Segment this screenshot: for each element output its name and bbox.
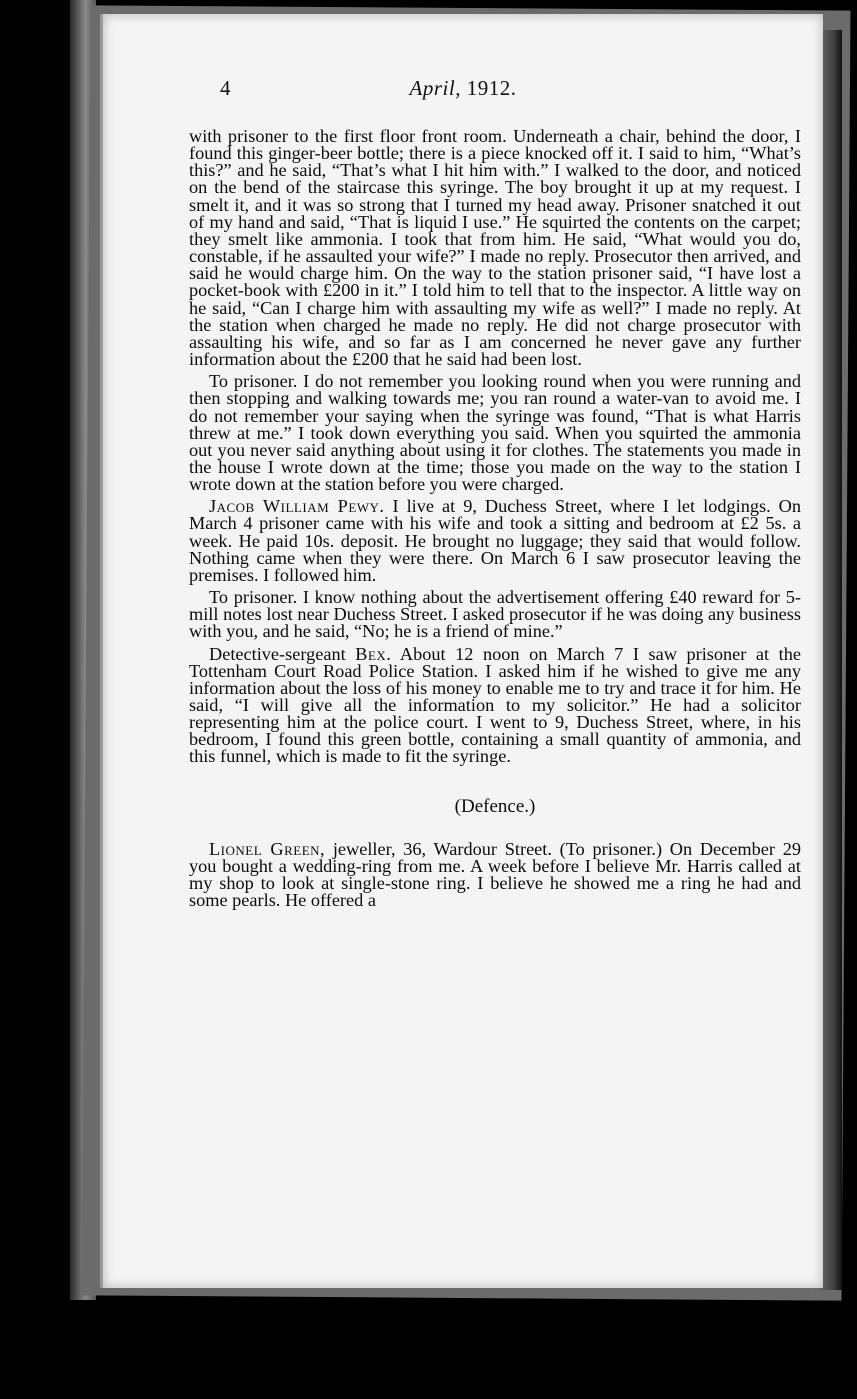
- witness-title-bex: Detective-sergeant: [209, 643, 346, 664]
- witness-name-pewy: Jacob William Pewy.: [209, 496, 385, 517]
- green-testimony: jeweller, 36, Wardour Street. (To prisoner.) On December 29 you bought a wedding-ring from me. A week before I believe Mr. Harris called at my shop to look at single-stone ring. I believe he showed me a ring he had and some pearls. He offered a: [189, 838, 801, 911]
- pewy-testimony: I live at 9, Duchess Street, where I let lodgings. On March 4 prisoner came with his wife and took a sitting and bedroom at £2 5s. a week. He paid 10s. deposit. He brought no luggage; they said that would follow. Nothing came when they were there. On March 6 I saw prosecutor leaving the premises. I followed him.: [189, 496, 802, 585]
- paragraph-bex-evidence: [189, 643, 801, 767]
- running-head: [103, 76, 823, 101]
- bex-testimony: About 12 noon on March 7 I saw prisoner at the Tottenham Court Road Police Station. I asked him if he wished to give me any information about the loss of his money to enable me to try and trace it for him. He said, “I will give all the information to my solicitor.” He had a solicitor representing him at the police court. I went to 9, Duchess Street, where, in his bedroom, I found this green bottle, containing a small quantity of ammonia, and this funnel, which is made to fit the syringe.: [189, 643, 801, 767]
- paragraph-pewy-cross: To prisoner. I know nothing about the advertisement offering £40 reward for 5-mill notes lost near Duchess Street. I asked prosecutor if he was doing any business with you, and he said, “No; he is a friend of mine.”: [189, 587, 801, 642]
- document-page: [100, 14, 823, 1288]
- section-heading-defence: (Defence.): [454, 795, 536, 817]
- witness-name-bex: Bex.: [355, 643, 392, 664]
- witness-name-green: Lionel Green,: [209, 838, 326, 859]
- body-text: [189, 128, 801, 909]
- paragraph-constable-evidence: with prisoner to the first floor front room. Underneath a chair, behind the door, I found this ginger-beer bottle; there is a piece knocked off it. I said to him, “What’s this?” and he said, “That’s what I hit him with.” I walked to the door, and noticed on the bend of the staircase this syringe. The boy brought it up at my request. I smelt it, and it was so strong that I turned my head away. Prisoner snatched it out of my hand and said, “That is liquid I use.” He squirted the contents on the carpet; they smelt like ammonia. I took that from him. He said, “What would you do, constable, if he assaulted your wife?” I made no reply. Prosecutor then arrived, and said he would charge him. On the way to the station prisoner said, “I have lost a pocket-book with £200 in it.” I told him to tell that to the inspector. A little way on he said, “Can I charge him with assaulting my wife as well?” I made no reply. At the station when charged he made no reply. He did not charge prosecutor with assaulting his wife, and so far as I am concerned he never gave any further information about the £200 that he said had been lost.: [189, 126, 801, 370]
- paragraph-pewy-evidence: [189, 498, 801, 584]
- page-header: [103, 76, 823, 106]
- running-head-year: 1912.: [466, 76, 517, 100]
- paragraph-green-evidence: [189, 838, 801, 911]
- page-number: 4: [220, 76, 231, 100]
- paragraph-cross-examination: To prisoner. I do not remember you looking round when you were running and then stopping and walking towards me; you ran round a water-van to avoid me. I do not remember your saying when the syringe was found, “That is what Harris threw at me.” I took down everything you said. When you squirted the ammonia out you never said anything about using it for clothes. The statements you made in the house I wrote down at the time; those you made on the way to the station I wrote down at the station before you were charged.: [189, 371, 801, 495]
- running-head-month: April,: [409, 76, 461, 100]
